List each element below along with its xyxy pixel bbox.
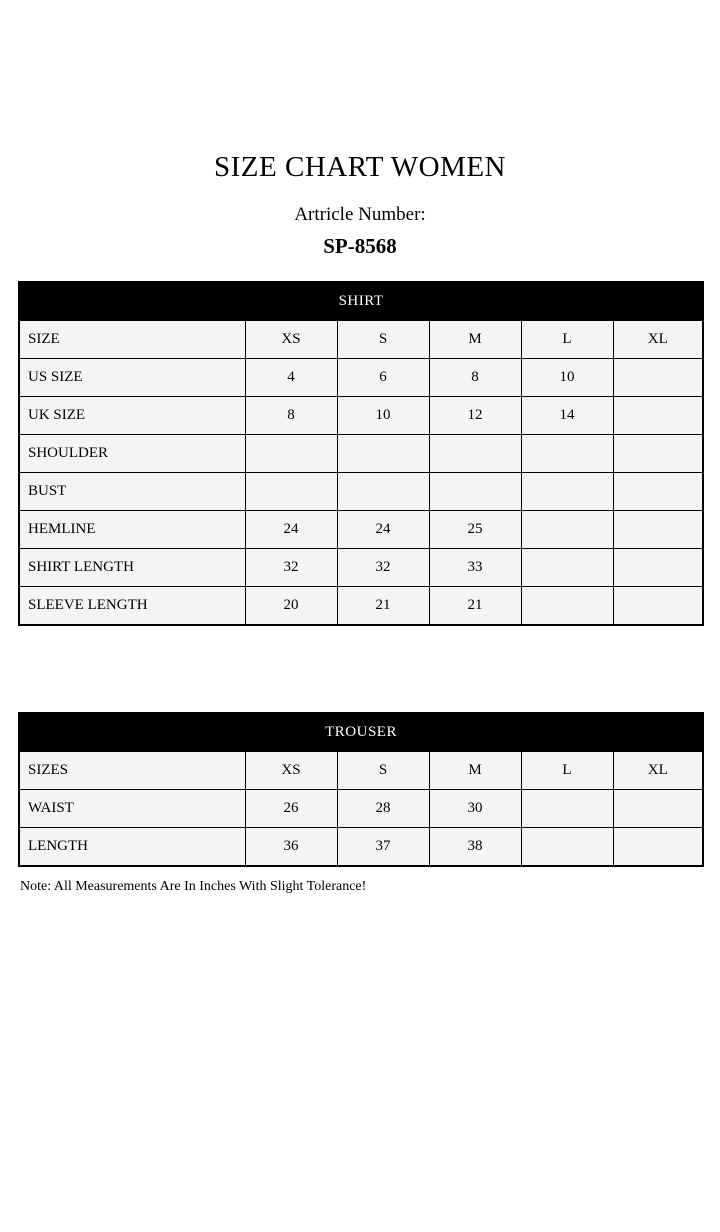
table-row bbox=[19, 789, 703, 827]
table-row bbox=[19, 358, 703, 396]
trouser-header-m: M bbox=[429, 751, 521, 789]
shirt-cell bbox=[613, 472, 703, 510]
shirt-row-label: HEMLINE bbox=[19, 510, 245, 548]
shirt-row-label: SLEEVE LENGTH bbox=[19, 586, 245, 625]
trouser-row-label: WAIST bbox=[19, 789, 245, 827]
shirt-size-table bbox=[18, 281, 704, 626]
shirt-cell bbox=[613, 434, 703, 472]
section-gap bbox=[18, 626, 702, 712]
shirt-cell bbox=[613, 396, 703, 434]
trouser-header-row bbox=[19, 751, 703, 789]
shirt-cell bbox=[521, 472, 613, 510]
shirt-cell bbox=[337, 472, 429, 510]
trouser-header-s: S bbox=[337, 751, 429, 789]
shirt-cell: 32 bbox=[337, 548, 429, 586]
trouser-cell bbox=[521, 789, 613, 827]
table-row bbox=[19, 827, 703, 866]
table-row bbox=[19, 472, 703, 510]
shirt-header-m: M bbox=[429, 320, 521, 358]
shirt-cell bbox=[613, 548, 703, 586]
shirt-cell: 4 bbox=[245, 358, 337, 396]
shirt-cell: 24 bbox=[337, 510, 429, 548]
shirt-row-label: UK SIZE bbox=[19, 396, 245, 434]
table-row bbox=[19, 548, 703, 586]
table-row bbox=[19, 510, 703, 548]
shirt-cell bbox=[613, 586, 703, 625]
shirt-cell: 33 bbox=[429, 548, 521, 586]
shirt-cell: 10 bbox=[521, 358, 613, 396]
shirt-row-label: SHOULDER bbox=[19, 434, 245, 472]
shirt-cell: 32 bbox=[245, 548, 337, 586]
article-number-label: Artricle Number: bbox=[294, 203, 426, 225]
trouser-band-row bbox=[19, 713, 703, 752]
table-row bbox=[19, 586, 703, 625]
size-chart-page bbox=[0, 152, 720, 1232]
shirt-row-label: BUST bbox=[19, 472, 245, 510]
trouser-table-wrapper bbox=[18, 712, 702, 867]
trouser-cell bbox=[521, 827, 613, 866]
shirt-cell bbox=[521, 434, 613, 472]
shirt-cell bbox=[613, 358, 703, 396]
shirt-cell: 21 bbox=[429, 586, 521, 625]
trouser-header-xl: XL bbox=[613, 751, 703, 789]
shirt-row-label: SHIRT LENGTH bbox=[19, 548, 245, 586]
trouser-cell: 36 bbox=[245, 827, 337, 866]
trouser-header-sizes: SIZES bbox=[19, 751, 245, 789]
shirt-cell: 14 bbox=[521, 396, 613, 434]
shirt-cell bbox=[521, 548, 613, 586]
trouser-cell bbox=[613, 827, 703, 866]
shirt-cell bbox=[613, 510, 703, 548]
shirt-header-l: L bbox=[521, 320, 613, 358]
shirt-table-wrapper bbox=[18, 281, 702, 626]
shirt-cell: 6 bbox=[337, 358, 429, 396]
shirt-cell bbox=[337, 434, 429, 472]
shirt-cell bbox=[429, 434, 521, 472]
table-row bbox=[19, 434, 703, 472]
shirt-cell: 10 bbox=[337, 396, 429, 434]
shirt-header-size: SIZE bbox=[19, 320, 245, 358]
shirt-band-label: SHIRT bbox=[19, 282, 703, 321]
shirt-cell bbox=[521, 586, 613, 625]
shirt-header-xl: XL bbox=[613, 320, 703, 358]
shirt-cell: 8 bbox=[429, 358, 521, 396]
trouser-cell: 28 bbox=[337, 789, 429, 827]
shirt-cell bbox=[429, 472, 521, 510]
trouser-header-xs: XS bbox=[245, 751, 337, 789]
measurement-note: Note: All Measurements Are In Inches With Slight Tolerance! bbox=[20, 878, 367, 894]
table-row bbox=[19, 396, 703, 434]
shirt-row-label: US SIZE bbox=[19, 358, 245, 396]
trouser-band-label: TROUSER bbox=[19, 713, 703, 752]
shirt-cell: 21 bbox=[337, 586, 429, 625]
shirt-header-xs: XS bbox=[245, 320, 337, 358]
shirt-cell: 20 bbox=[245, 586, 337, 625]
shirt-cell bbox=[245, 472, 337, 510]
trouser-row-label: LENGTH bbox=[19, 827, 245, 866]
trouser-cell: 37 bbox=[337, 827, 429, 866]
shirt-header-row bbox=[19, 320, 703, 358]
article-number-value: SP-8568 bbox=[323, 233, 397, 258]
shirt-cell: 25 bbox=[429, 510, 521, 548]
trouser-cell: 26 bbox=[245, 789, 337, 827]
trouser-cell: 30 bbox=[429, 789, 521, 827]
shirt-band-row bbox=[19, 282, 703, 321]
shirt-cell: 8 bbox=[245, 396, 337, 434]
shirt-cell bbox=[245, 434, 337, 472]
trouser-cell bbox=[613, 789, 703, 827]
trouser-cell: 38 bbox=[429, 827, 521, 866]
page-title: SIZE CHART WOMEN bbox=[214, 151, 506, 183]
shirt-cell bbox=[521, 510, 613, 548]
trouser-header-l: L bbox=[521, 751, 613, 789]
shirt-header-s: S bbox=[337, 320, 429, 358]
trouser-size-table bbox=[18, 712, 704, 867]
shirt-cell: 12 bbox=[429, 396, 521, 434]
shirt-cell: 24 bbox=[245, 510, 337, 548]
